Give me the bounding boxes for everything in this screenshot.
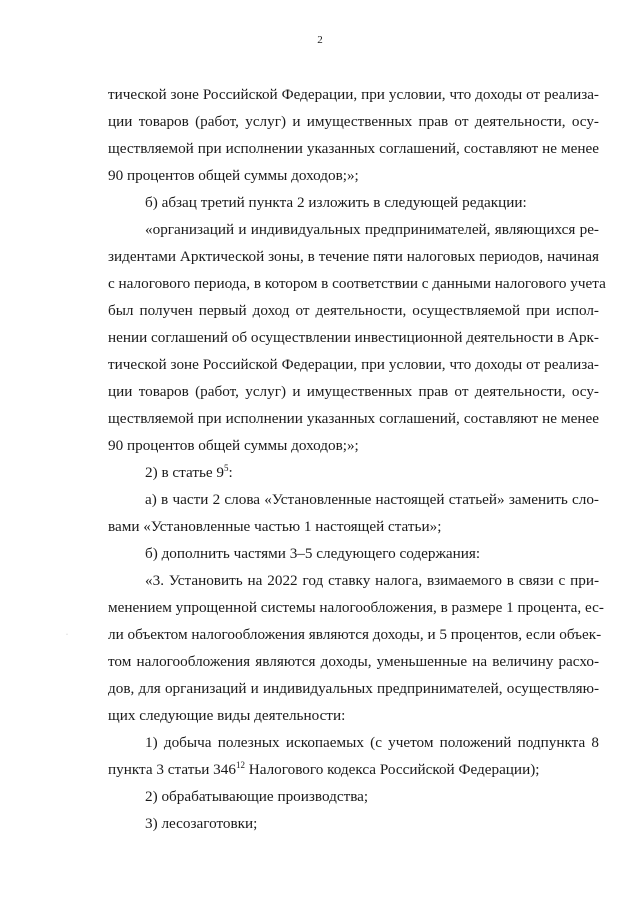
- text-line: пункта 3 статьи $346^{12}$ Налогового кодекса Российской Федерации);: [108, 760, 540, 778]
- text-line: 90 процентов общей суммы доходов;»;: [108, 167, 359, 184]
- page-number: 2: [317, 34, 323, 46]
- superscript: 5: [224, 463, 229, 473]
- text-line: был получен первый доход от деятельности, осуществляемой при испол-: [108, 302, 599, 319]
- text-line: нении соглашений об осуществлении инвестиционной деятельности в Арк-: [108, 329, 599, 346]
- text-line: 2) обрабатывающие производства;: [145, 788, 369, 805]
- text-line: 2) в статье $9^5$:: [145, 463, 233, 481]
- text-line: 1) добыча полезных ископаемых (с учетом положений подпункта 8: [145, 734, 599, 751]
- text-line: 90 процентов общей суммы доходов;»;: [108, 437, 359, 454]
- text-line: тической зоне Российской Федерации, при условии, что доходы от реализа-: [108, 356, 599, 373]
- text-line: тической зоне Российской Федерации, при условии, что доходы от реализа-: [108, 86, 599, 103]
- text-line: б) абзац третий пункта 2 изложить в следующей редакции:: [145, 194, 527, 211]
- text-line: с налогового периода, в котором в соответствии с данными налогового учета: [108, 275, 606, 292]
- text-line: том налогообложения являются доходы, уменьшенные на величину расхо-: [108, 653, 599, 670]
- text-line: ции товаров (работ, услуг) и имущественных прав от деятельности, осу-: [108, 113, 599, 130]
- text-line: ли объектом налогообложения являются доходы, и 5 процентов, если объек-: [108, 626, 602, 643]
- text-line: ции товаров (работ, услуг) и имущественных прав от деятельности, осу-: [108, 383, 599, 400]
- text-line: зидентами Арктической зоны, в течение пяти налоговых периодов, начиная: [108, 248, 599, 265]
- text-line: ществляемой при исполнении указанных соглашений, составляют не менее: [108, 140, 599, 157]
- text-line: а) в части 2 слова «Установленные настоящей статьей» заменить сло-: [145, 491, 599, 508]
- text-line: б) дополнить частями 3–5 следующего содержания:: [145, 545, 481, 562]
- text-line: дов, для организаций и индивидуальных предпринимателей, осуществляю-: [108, 680, 599, 697]
- text-line: щих следующие виды деятельности:: [108, 707, 346, 724]
- superscript: 12: [235, 760, 245, 770]
- text-line: «3. Установить на 2022 год ставку налога, взимаемого в связи с при-: [145, 572, 599, 589]
- margin-mark: ·: [66, 632, 68, 638]
- text-line: 3) лесозаготовки;: [145, 815, 258, 832]
- text-line: ществляемой при исполнении указанных соглашений, составляют не менее: [108, 410, 599, 427]
- text-line: менением упрощенной системы налогообложения, в размере 1 процента, ес-: [108, 599, 604, 616]
- text-line: вами «Установленные частью 1 настоящей статьи»;: [108, 518, 442, 535]
- text-line: «организаций и индивидуальных предпринимателей, являющихся ре-: [145, 221, 599, 238]
